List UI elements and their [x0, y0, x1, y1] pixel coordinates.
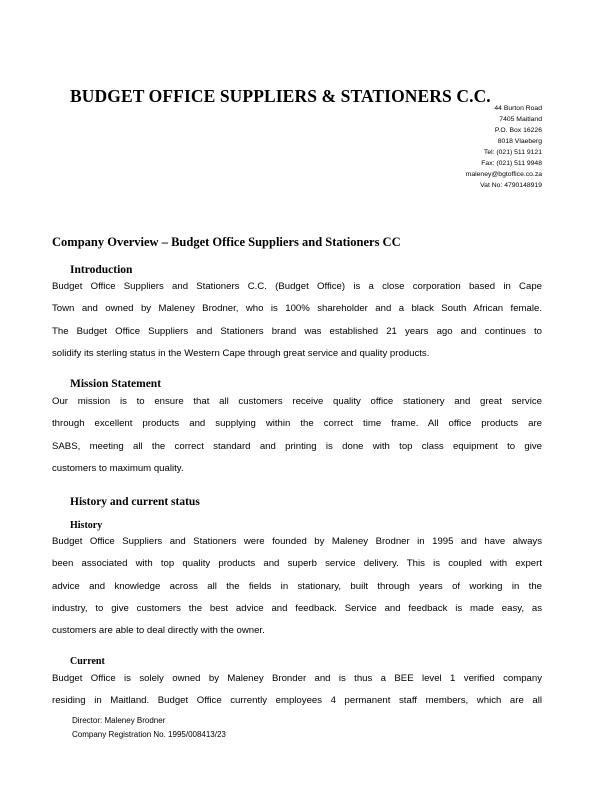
fax-line: Fax: (021) 511 9948	[481, 160, 542, 167]
text-line: SABS, meeting all the correct standard and printing is done with top class equipment to give	[52, 440, 542, 452]
text-line: Budget Office is solely owned by Maleney Bronder and is thus a BEE level 1 verified company	[52, 673, 542, 684]
introduction-heading: Introduction	[70, 264, 133, 276]
text-line: customers to maximum quality.	[52, 462, 184, 474]
text-line: Our mission is to ensure that all customers receive quality office stationery and great service	[52, 396, 542, 407]
text-line: Town and owned by Maleney Brodner, who is 100% shareholder and a black South African female.	[52, 303, 542, 315]
current-paragraph	[52, 668, 542, 713]
address-line: 44 Burton Road	[494, 105, 542, 112]
address-line: 8018 Vlaeberg	[497, 138, 542, 145]
address-block	[466, 103, 542, 191]
text-line: been associated with top quality products and superb service delivery. This is coupled with expert	[52, 558, 542, 570]
current-heading: Current	[70, 656, 105, 667]
company-name-title: BUDGET OFFICE SUPPLIERS & STATIONERS C.C.	[70, 86, 491, 106]
text-line: industry, to give customers the best advice and feedback. Service and feedback is made easy, as	[52, 602, 542, 614]
text-line: customers are able to deal directly with the owner.	[52, 625, 265, 637]
address-line: 7405 Maitland	[499, 116, 542, 123]
mission-paragraph	[52, 391, 542, 480]
history-heading: History	[70, 520, 103, 531]
text-line: residing in Maitland. Budget Office currently employees 4 permanent staff members, which are all	[52, 695, 542, 707]
mission-heading: Mission Statement	[70, 378, 162, 390]
text-line: The Budget Office Suppliers and Stationers brand was established 21 years ago and continues to	[52, 325, 542, 337]
phone-line: Tel: (021) 511 9121	[483, 149, 542, 156]
text-line: Budget Office Suppliers and Stationers were founded by Maleney Brodner in 1995 and have always	[52, 536, 542, 547]
registration-line: Company Registration No. 1995/008413/23	[72, 730, 226, 739]
introduction-paragraph	[52, 276, 542, 365]
email-line: maleney@bgtoffice.co.za	[465, 171, 542, 178]
text-line: advice and knowledge across all the fields in stationary, built through years of working in the	[52, 580, 542, 592]
vat-line: Vat No: 4790148919	[480, 182, 542, 189]
director-line: Director: Maleney Brodner	[72, 716, 166, 725]
text-line: through excellent products and supplying within the correct time frame. All office products are	[52, 418, 542, 430]
text-line: Budget Office Suppliers and Stationers C.C. (Budget Office) is a close corporation based in Cape	[52, 281, 542, 292]
overview-heading: Company Overview – Budget Office Suppliers and Stationers CC	[52, 235, 401, 249]
text-line: solidify its sterling status in the Western Cape through great service and quality products.	[52, 347, 430, 359]
page-footer	[72, 714, 226, 742]
address-line: P.O. Box 16226	[494, 127, 542, 134]
history-paragraph	[52, 531, 542, 642]
history-status-heading: History and current status	[70, 496, 200, 508]
